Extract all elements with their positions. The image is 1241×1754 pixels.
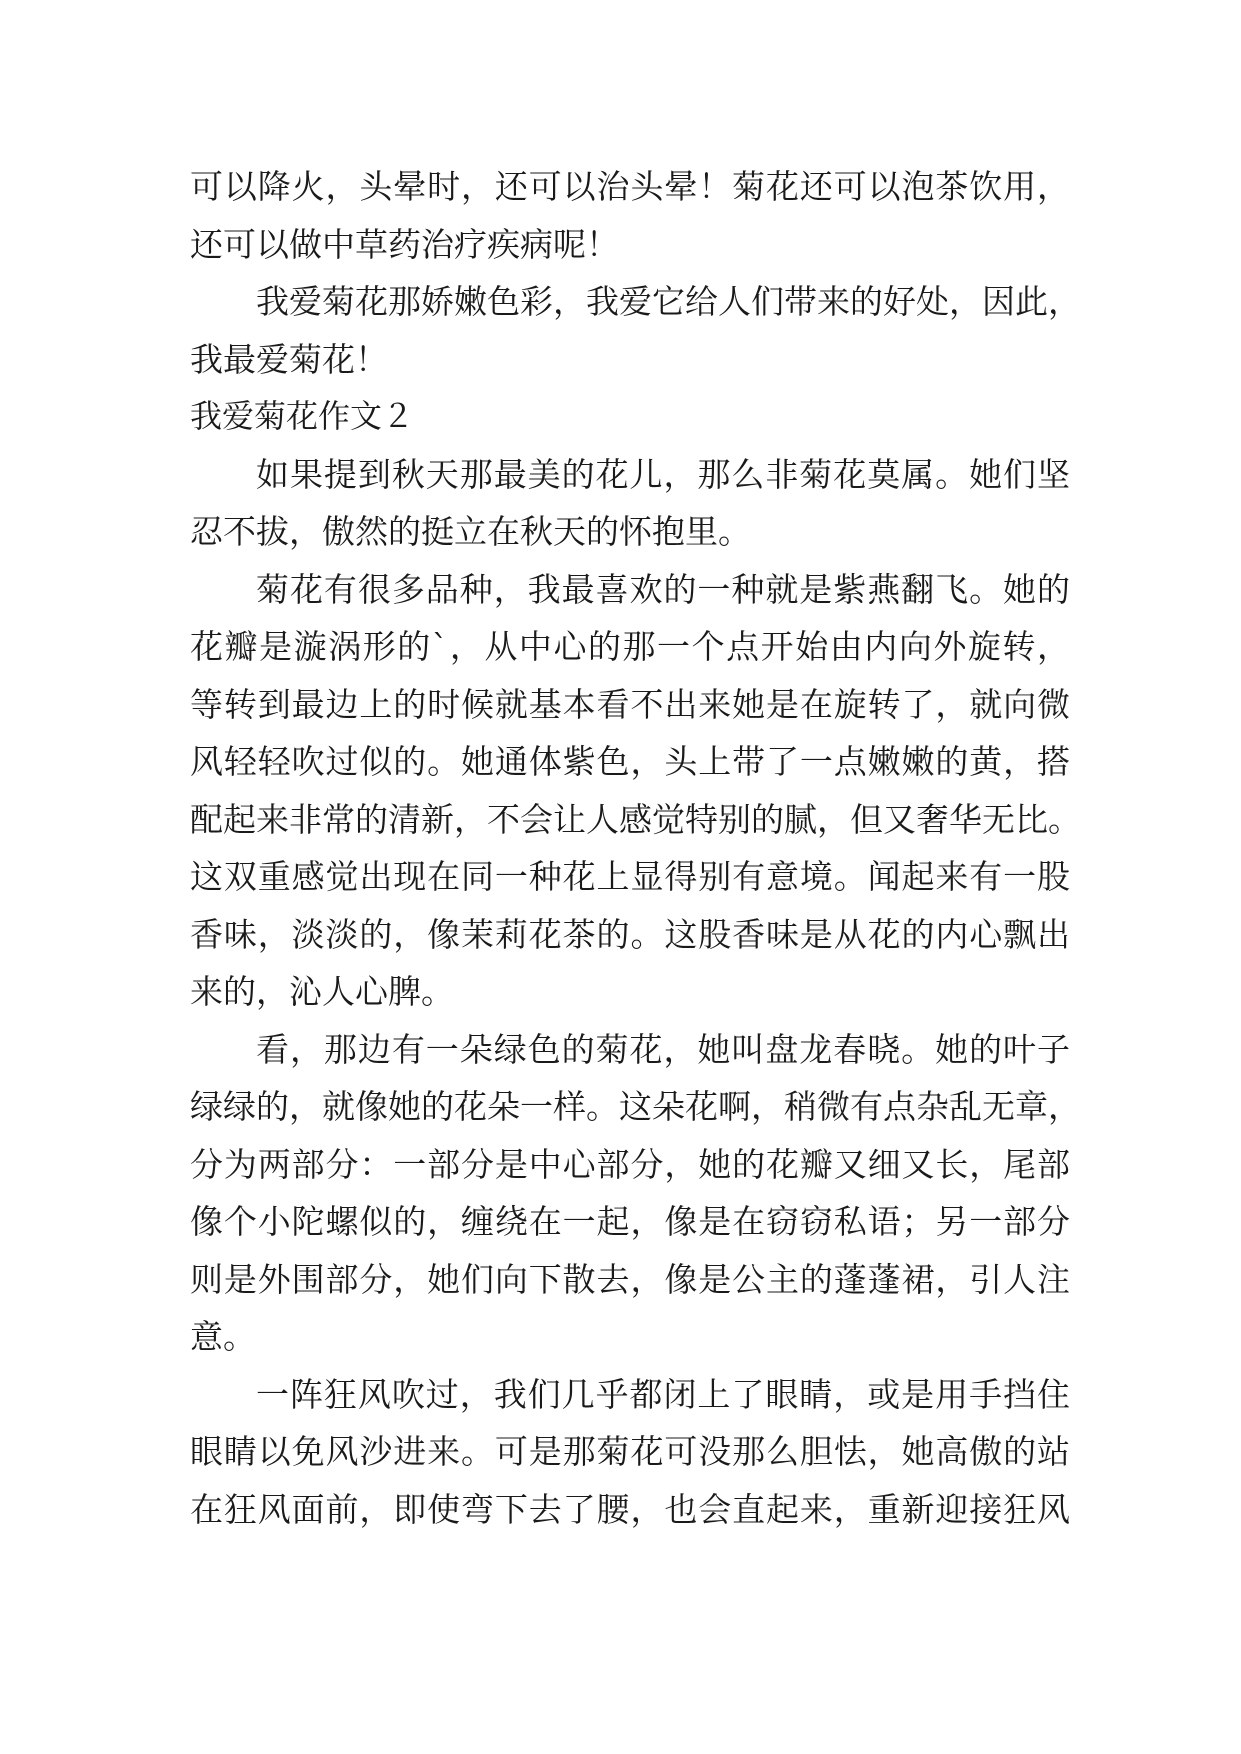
text-line: 一阵狂风吹过，我们几乎都闭上了眼睛，或是用手挡住 [256,1374,1070,1414]
text-line: 我最爱菊花！ [190,339,388,379]
text-line: 在狂风面前，即使弯下去了腰，也会直起来，重新迎接狂风 [190,1489,1070,1529]
document-body [190,158,1081,1538]
text-line: 看，那边有一朵绿色的菊花，她叫盘龙春晓。她的叶子 [256,1029,1070,1069]
text-line: 如果提到秋天那最美的花儿，那么非菊花莫属。她们坚 [256,454,1070,494]
text-line: 等转到最边上的时候就基本看不出来她是在旋转了，就向微 [190,684,1070,724]
text-line: 我爱菊花那娇嫩色彩，我爱它给人们带来的好处，因此， [256,282,1081,321]
paragraph [190,1366,1070,1539]
text-line: 意。 [190,1317,256,1356]
text-line: 分为两部分：一部分是中心部分，她的花瓣又细又长，尾部 [190,1144,1070,1184]
text-line: 绿绿的，就像她的花朵一样。这朵花啊，稍微有点杂乱无章， [190,1087,1081,1126]
text-line: 眼睛以免风沙进来。可是那菊花可没那么胆怯，她高傲的站 [190,1432,1070,1471]
paragraph [190,158,1070,273]
text-line: 花瓣是漩涡形的`，从中心的那一个点开始由内向外旋转， [190,627,1070,666]
text-line: 则是外围部分，她们向下散去，像是公主的蓬蓬裙，引人注 [190,1259,1070,1299]
paragraph [190,273,1081,388]
section-heading: 我爱菊花作文２ [190,397,415,435]
text-line: 这双重感觉出现在同一种花上显得别有意境。闻起来有一股 [190,857,1070,896]
text-line: 来的，沁人心脾。 [190,972,454,1011]
text-line: 忍不拔，傲然的挺立在秋天的怀抱里。 [190,512,751,551]
paragraph [190,1021,1081,1366]
text-line: 可以降火，头晕时，还可以治头晕！菊花还可以泡茶饮用， [190,167,1070,206]
text-line: 还可以做中草药治疗疾病呢！ [190,224,619,264]
text-line: 像个小陀螺似的，缠绕在一起，像是在窃窃私语；另一部分 [190,1202,1070,1241]
paragraph [190,561,1081,1021]
text-line: 香味，淡淡的，像茉莉花茶的。这股香味是从花的内心飘出 [190,914,1070,954]
paragraph [190,446,1070,561]
text-line: 菊花有很多品种，我最喜欢的一种就是紫燕翻飞。她的 [256,569,1070,609]
text-line: 风轻轻吹过似的。她通体紫色，头上带了一点嫩嫩的黄，搭 [190,742,1070,781]
text-line: 配起来非常的清新，不会让人感觉特别的腻，但又奢华无比。 [190,799,1081,839]
